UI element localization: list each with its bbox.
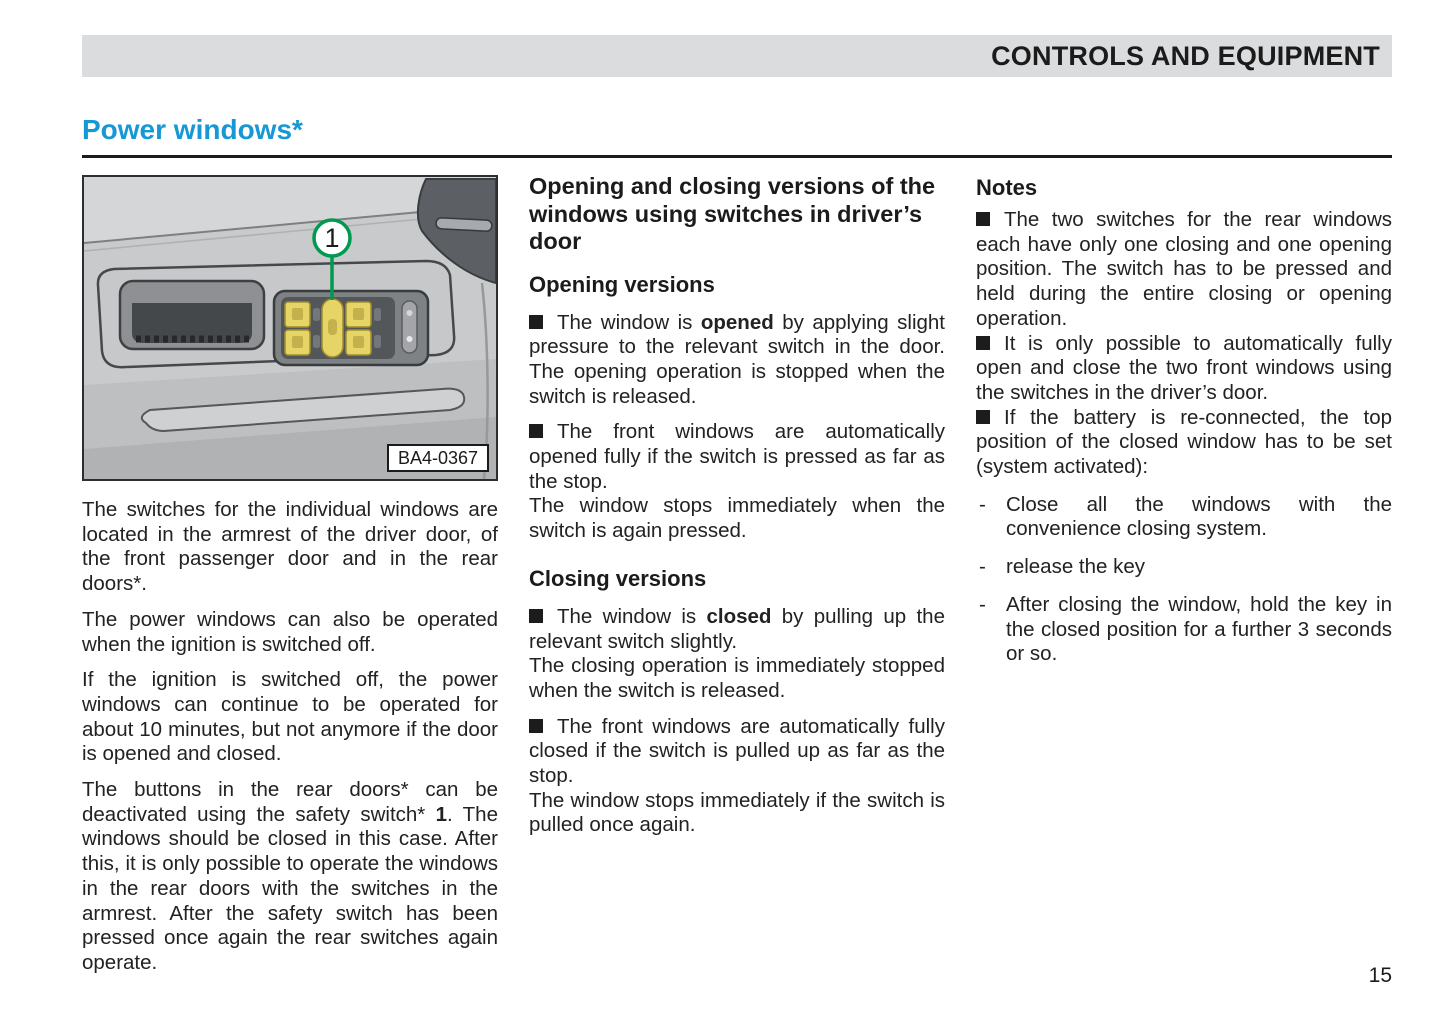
column-heading: Opening and closing versions of the windows using switches in driver’s door (529, 173, 936, 254)
body-paragraph: The power windows can also be operated when the ignition is switched off. (82, 607, 498, 656)
continuation-text: The closing operation is immediately stopped when the switch is released. (529, 654, 945, 702)
bullet-paragraph (529, 605, 945, 654)
dash-marker: - (979, 555, 986, 579)
body-paragraph: If the ignition is switched off, the power windows can continue to be operated for about 10 minutes, but not anymore if the door is opened and closed. (82, 668, 498, 766)
dash-item-text: release the key (1006, 555, 1146, 579)
chapter-title: CONTROLS AND EQUIPMENT (991, 40, 1380, 71)
bullet-text: The front windows are automatically opened fully if the switch is pressed as far as the stop. (529, 420, 945, 493)
bullet-square-icon (529, 719, 543, 733)
page-title: Power windows* (82, 114, 303, 145)
note-bullet-block (976, 332, 1392, 406)
subheading-closing-versions: Closing versions (529, 565, 707, 591)
door-panel-figure (82, 175, 498, 481)
chapter-header-bar (82, 35, 1392, 77)
figure-callout-number: 1 (324, 223, 340, 253)
bullet-paragraph (529, 311, 945, 410)
body-paragraph: The switches for the individual windows are located in the armrest of the driver door, of the front passenger door and in the rear doors*. (82, 498, 498, 596)
dash-list-item (976, 493, 1392, 542)
bullet-text: It is only possible to automatically fully open and close the two front windows using the switches in the driver’s door. (976, 331, 1392, 404)
dash-item-text: After closing the window, hold the key in the closed position for a further 3 seconds or so. (1006, 592, 1392, 666)
bullet-paragraph (976, 208, 1392, 332)
figure-caption: BA4-0367 (387, 444, 489, 472)
subheading-notes: Notes (976, 175, 1038, 200)
note-bullet-block (976, 406, 1392, 480)
body-paragraph (82, 778, 498, 976)
bullet-square-icon (976, 410, 990, 424)
dash-list-item (976, 593, 1392, 667)
paragraph-text: . The windows should be closed in this case. After this, it is only possible to operate the windows in the rear doors with the switches in the armrest. After the safety switch has been pressed once again the rear switches again operate. (82, 802, 498, 974)
bullet-square-icon (976, 212, 990, 226)
bullet-paragraph (529, 420, 945, 494)
continuation-text: The window stops immediately when the switch is again pressed. (529, 494, 945, 543)
page-number: 15 (1368, 964, 1392, 987)
bullet-square-icon (976, 336, 990, 350)
middle-column (529, 175, 945, 987)
paragraph-text: The buttons in the rear doors* can be deactivated using the safety switch* (82, 778, 498, 826)
bullet-text: The two switches for the rear windows each have only one closing and one opening position. The switch has to be pressed and held during the entire closing or opening operation. (976, 208, 1392, 330)
bullet-paragraph (976, 406, 1392, 480)
bullet-block (529, 715, 945, 839)
bullet-square-icon (529, 609, 543, 623)
door-panel-illustration (84, 177, 496, 479)
bullet-text: by pulling up the relevant switch slightly. (529, 604, 945, 653)
three-column-layout (82, 175, 1392, 987)
dash-item-text: Close all the windows with the convenience closing system. (1006, 492, 1392, 541)
bullet-text: The window is (557, 310, 701, 334)
bullet-text: The window is (557, 604, 707, 628)
bullet-square-icon (529, 315, 543, 329)
bold-keyword: opened (700, 310, 774, 334)
bold-keyword: closed (706, 604, 772, 628)
dash-marker: - (979, 592, 986, 616)
bullet-block (529, 605, 945, 704)
notes-column (976, 175, 1392, 987)
bullet-text: The front windows are automatically fully closed if the switch is pulled up as far as the stop. (529, 714, 945, 788)
note-bullet-block (976, 208, 1392, 332)
title-rule (82, 155, 1392, 158)
bullet-text: If the battery is re-connected, the top position of the closed window has to be set (system activated): (976, 405, 1392, 479)
bullet-block (529, 311, 945, 410)
dash-marker: - (979, 492, 986, 516)
continuation-text: The window stops immediately if the switch is pulled once again. (529, 788, 945, 837)
bold-callout-reference: 1 (435, 802, 448, 826)
bullet-paragraph (529, 715, 945, 789)
bullet-text: by applying slight pressure to the relevant switch in the door. The opening operation is stopped when the switch is released. (529, 310, 945, 408)
dash-list-item (976, 555, 1392, 580)
bullet-paragraph (976, 332, 1392, 406)
page-content (82, 0, 1392, 987)
bullet-square-icon (529, 424, 543, 438)
subheading-opening-versions: Opening versions (529, 271, 715, 297)
left-column (82, 175, 498, 987)
bullet-block (529, 420, 945, 544)
